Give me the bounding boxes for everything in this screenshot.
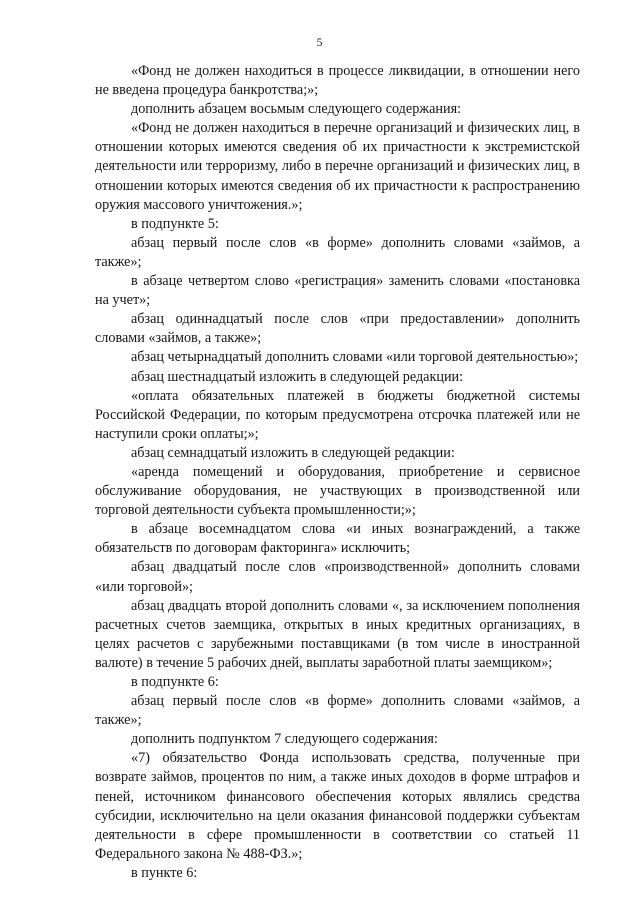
paragraph: в подпункте 5: [131,215,219,232]
paragraph: в пункте 6: [131,864,198,881]
paragraph: абзац семнадцатый изложить в следующей редакции: [131,444,455,461]
paragraph: абзац двадцатый после слов «производственной» дополнить словами «или торговой»; [95,559,580,595]
paragraph: абзац четырнадцатый дополнить словами «или торговой деятельностью»; [131,349,579,366]
paragraph: дополнить абзацем восьмым следующего содержания: [131,101,462,118]
document-body [95,62,580,883]
paragraph: абзац двадцать второй дополнить словами «, за исключением пополнения расчетных счетов заемщика, открытых в иных кредитных организациях, в целях расчетов с зарубежными поставщиками (в том числе в иностранной валюте) в течение 5 рабочих дней, выплаты заработной платы заемщиком»; [95,597,580,671]
paragraph: в абзаце восемнадцатом слова «и иных вознаграждений, а также обязательств по договорам факторинга» исключить; [95,521,580,557]
paragraph: «7) обязательство Фонда использовать средства, полученные при возврате займов, процентов по ним, а также иных доходов в форме штрафов и пеней, источником финансового обеспечения которых являлись средства субсидии, исключительно на цели оказания финансовой поддержки субъектам деятельности в сфере промышленности в соответствии со статьей 11 Федерального закона № 488-ФЗ.»; [95,750,580,862]
paragraph: «аренда помещений и оборудования, приобретение и сервисное обслуживание оборудования, не участвующих в производственной или торговой деятельности субъекта промышленности;»; [95,463,580,519]
paragraph: абзац первый после слов «в форме» дополнить словами «займов, а также»; [95,693,580,729]
paragraph: абзац одиннадцатый после слов «при предоставлении» дополнить словами «займов, а также»; [95,311,580,347]
page-number: 5 [316,35,323,49]
paragraph: «Фонд не должен находиться в процессе ликвидации, в отношении него не введена процедура банкротства;»; [95,63,580,99]
paragraph: «оплата обязательных платежей в бюджеты бюджетной системы Российской Федерации, по которым предусмотрена отсрочка платежей или не наступили сроки оплаты;»; [95,387,580,442]
paragraph: в подпункте 6: [131,674,219,690]
paragraph: в абзаце четвертом слово «регистрация» заменить словами «постановка на учет»; [95,273,580,309]
paragraph: дополнить подпунктом 7 следующего содержания: [131,731,438,748]
paragraph: абзац первый после слов «в форме» дополнить словами «займов, а также»; [95,234,580,270]
paragraph: «Фонд не должен находиться в перечне организаций и физических лиц, в отношении которых имеются сведения об их причастности к экстремистской деятельности или терроризму, либо в перечне организаций и физических лиц, в отношении которых имеются сведения об их причастности к распространению оружия массового уничтожения.»; [95,120,580,213]
paragraph: абзац шестнадцатый изложить в следующей редакции: [131,368,464,385]
